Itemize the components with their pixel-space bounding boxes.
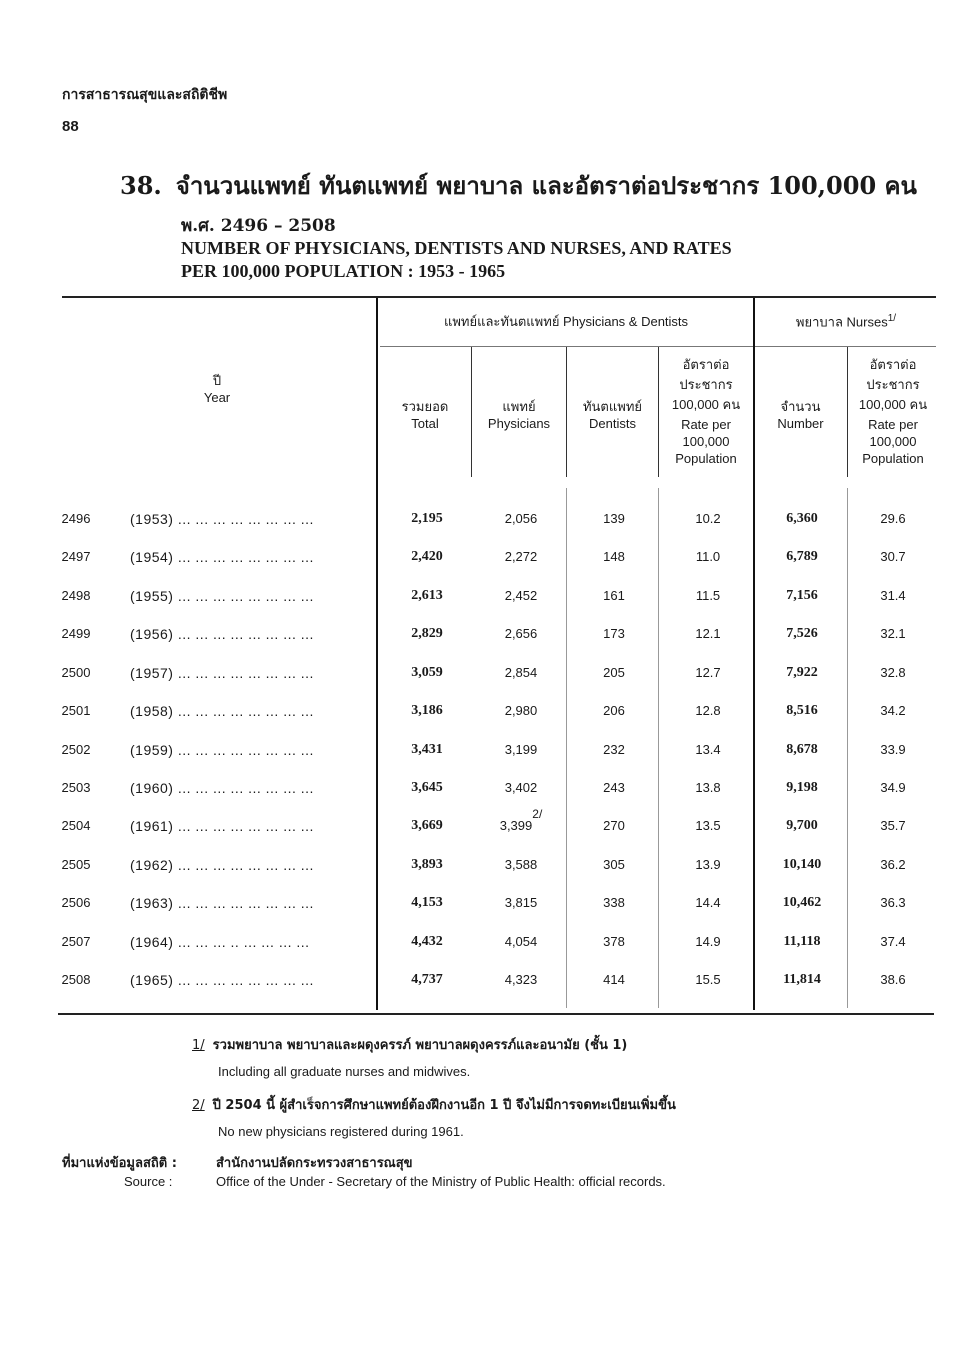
- cell-physicians-value: 3,402: [504, 780, 538, 795]
- page-number: 88: [62, 118, 79, 135]
- cell-rate: 10.2: [695, 511, 721, 526]
- source-label-english: Source :: [124, 1174, 173, 1189]
- title-thai-years: พ.ศ. 2496 – 2508: [181, 216, 336, 236]
- cell-nurses: 8,516: [786, 703, 818, 718]
- cell-physicians-value: 2,452: [504, 588, 538, 603]
- header-nrate-en3: Population: [862, 451, 924, 466]
- cell-physicians-value: 3,199: [504, 742, 538, 757]
- footnote-2-thai: [192, 1094, 676, 1115]
- header-dent-thai: ทันตแพทย์: [582, 399, 643, 414]
- table-row: [0, 857, 966, 877]
- cell-nurses: 8,678: [786, 742, 818, 757]
- cell-nurse-rate: 36.2: [880, 857, 906, 872]
- cell-year-ad: (1956) ... ... ... ... ... ... ... ...: [130, 626, 314, 642]
- footnote-2-english: No new physicians registered during 1961.: [218, 1124, 464, 1139]
- cell-rate: 15.5: [695, 972, 721, 987]
- cell-nurses: 10,462: [782, 895, 822, 910]
- table-row: [0, 972, 966, 992]
- cell-total: 4,737: [411, 972, 443, 987]
- cell-rate: 14.4: [695, 895, 721, 910]
- header-nurses-label: พยาบาล Nurses: [795, 314, 888, 330]
- cell-dentists: 232: [603, 742, 625, 757]
- cell-year-be: 2506: [61, 895, 91, 910]
- table-row: [0, 588, 966, 608]
- header-rate-en3: Population: [675, 451, 737, 466]
- cell-nurse-rate: 35.7: [880, 818, 906, 833]
- table-row: [0, 665, 966, 685]
- cell-nurses: 6,360: [786, 511, 818, 526]
- cell-year-be: 2505: [61, 857, 91, 872]
- cell-nurses: 9,700: [786, 818, 818, 833]
- cell-year-ad: (1965) ... ... ... ... ... ... ... ...: [130, 972, 314, 988]
- source-label-thai: ที่มาแห่งข้อมูลสถิติ :: [62, 1156, 177, 1171]
- cell-nurses: 7,922: [786, 665, 818, 680]
- table-bottom-rule: [58, 1013, 934, 1015]
- cell-year-be: 2500: [61, 665, 91, 680]
- table-number: 38.: [120, 171, 162, 200]
- header-rate-en2: 100,000: [682, 434, 730, 449]
- cell-physicians-value: 3,399: [499, 818, 533, 833]
- cell-total: 3,893: [411, 857, 443, 872]
- cell-year-ad: (1953) ... ... ... ... ... ... ... ...: [130, 511, 314, 527]
- header-total-en: Total: [411, 416, 439, 431]
- cell-total: 3,669: [411, 818, 443, 833]
- header-dentists: [567, 398, 658, 432]
- cell-nurses: 7,156: [786, 588, 818, 603]
- cell-nurse-rate: 30.7: [880, 549, 906, 564]
- cell-nurses: 11,814: [783, 972, 821, 987]
- cell-dentists: 148: [603, 549, 625, 564]
- cell-rate: 11.0: [695, 549, 721, 564]
- header-nurses-mark: 1/: [887, 313, 897, 324]
- cell-physicians: [474, 665, 568, 680]
- footnote-1-thai: [192, 1034, 627, 1055]
- cell-year-ad: (1960) ... ... ... ... ... ... ... ...: [130, 780, 314, 796]
- cell-year-ad: (1964) ... ... ... .. ... ... ... ...: [130, 934, 310, 950]
- header-nurse-number: [754, 398, 847, 432]
- cell-physicians-value: 2,854: [504, 665, 538, 680]
- footnote-1-mark: 1/: [192, 1038, 205, 1053]
- header-nrate-thai2: ประชากร: [866, 377, 920, 392]
- cell-physicians-value: 2,656: [504, 626, 538, 641]
- table-title-thai: [120, 166, 917, 205]
- table-row: [0, 549, 966, 569]
- cell-total: 4,153: [411, 895, 443, 910]
- header-nrate-en2: 100,000: [869, 434, 917, 449]
- table-row: [0, 511, 966, 531]
- header-rate-thai2: ประชากร: [679, 377, 733, 392]
- cell-year-ad: (1955) ... ... ... ... ... ... ... ...: [130, 588, 314, 604]
- cell-nurse-rate: 29.6: [880, 511, 906, 526]
- cell-physicians-mark: 2/: [532, 807, 543, 821]
- header-nurse-rate: [848, 356, 938, 467]
- header-year-thai: ปี: [212, 373, 222, 388]
- header-year-en: Year: [203, 390, 231, 405]
- cell-year-be: 2502: [61, 742, 91, 757]
- cell-physicians: [474, 972, 568, 987]
- cell-physicians-value: 4,323: [504, 972, 538, 987]
- cell-year-be: 2507: [61, 934, 91, 949]
- cell-year-ad: (1961) ... ... ... ... ... ... ... ...: [130, 818, 314, 834]
- cell-rate: 12.8: [695, 703, 721, 718]
- cell-year-be: 2497: [61, 549, 91, 564]
- cell-year-be: 2503: [61, 780, 91, 795]
- cell-dentists: 243: [603, 780, 625, 795]
- cell-total: 3,059: [411, 665, 443, 680]
- cell-total: 3,645: [411, 780, 443, 795]
- cell-year-be: 2496: [61, 511, 91, 526]
- cell-dentists: 305: [603, 857, 625, 872]
- running-head: การสาธารณสุขและสถิติชีพ: [62, 87, 228, 103]
- cell-physicians: [474, 934, 568, 949]
- cell-nurses: 10,140: [782, 857, 822, 872]
- source-value-thai: สำนักงานปลัดกระทรวงสาธารณสุข: [216, 1156, 413, 1171]
- footnote-2-mark: 2/: [192, 1098, 205, 1113]
- cell-physicians-value: 3,815: [504, 895, 538, 910]
- footnote-1-english: Including all graduate nurses and midwives.: [218, 1064, 471, 1079]
- cell-total: 3,186: [411, 703, 443, 718]
- cell-total: 4,432: [411, 934, 443, 949]
- cell-dentists: 414: [603, 972, 625, 987]
- header-year: [62, 372, 372, 406]
- cell-total: 3,431: [411, 742, 443, 757]
- header-nrate-thai1: อัตราต่อ: [869, 357, 917, 372]
- cell-rate: 12.7: [695, 665, 721, 680]
- table-row: [0, 703, 966, 723]
- table-row: [0, 807, 966, 838]
- cell-nurse-rate: 36.3: [880, 895, 906, 910]
- cell-nurse-rate: 34.2: [880, 703, 906, 718]
- cell-nurses: 11,118: [783, 934, 821, 949]
- cell-rate: 13.9: [695, 857, 721, 872]
- cell-nurses: 7,526: [786, 626, 818, 641]
- table-row: [0, 742, 966, 762]
- cell-dentists: 378: [603, 934, 625, 949]
- cell-total: 2,613: [411, 588, 443, 603]
- cell-year-be: 2499: [61, 626, 91, 641]
- header-nurses: [756, 310, 936, 330]
- cell-dentists: 139: [603, 511, 625, 526]
- cell-physicians: [474, 857, 568, 872]
- cell-year-ad: (1957) ... ... ... ... ... ... ... ...: [130, 665, 314, 681]
- table-row: [0, 895, 966, 915]
- cell-dentists: 270: [603, 818, 625, 833]
- header-rate-en1: Rate per: [681, 417, 731, 432]
- cell-physicians: [474, 626, 568, 641]
- table-row: [0, 780, 966, 800]
- header-rate-thai1: อัตราต่อ: [682, 357, 730, 372]
- title-english-line1: NUMBER OF PHYSICIANS, DENTISTS AND NURSES, AND RATES: [181, 238, 732, 258]
- cell-rate: 13.8: [695, 780, 721, 795]
- title-thai-text: จำนวนแพทย์ ทันตแพทย์ พยาบาล และอัตราต่อประชากร 100,000 คน: [175, 171, 917, 200]
- cell-total: 2,195: [411, 511, 443, 526]
- cell-physicians-value: 4,054: [504, 934, 538, 949]
- cell-year-ad: (1963) ... ... ... ... ... ... ... ...: [130, 895, 314, 911]
- cell-rate: 13.4: [695, 742, 721, 757]
- cell-dentists: 206: [603, 703, 625, 718]
- cell-physicians: [474, 703, 568, 718]
- cell-physicians-value: 2,056: [504, 511, 538, 526]
- cell-physicians: [474, 511, 568, 526]
- header-physicians: [472, 398, 566, 432]
- cell-rate: 11.5: [695, 588, 721, 603]
- cell-year-ad: (1958) ... ... ... ... ... ... ... ...: [130, 703, 314, 719]
- cell-nurse-rate: 31.4: [880, 588, 906, 603]
- cell-year-ad: (1959) ... ... ... ... ... ... ... ...: [130, 742, 314, 758]
- cell-year-ad: (1954) ... ... ... ... ... ... ... ...: [130, 549, 314, 565]
- cell-physicians: [474, 549, 568, 564]
- header-phys-en: Physicians: [487, 416, 551, 431]
- cell-physicians: [474, 588, 568, 603]
- cell-year-be: 2508: [61, 972, 91, 987]
- footnote-2-thai-text: ปี 2504 นี้ ผู้สำเร็จการศึกษาแพทย์ต้องฝึกงานอีก 1 ปี จึงไม่มีการจดทะเบียนเพิ่มขึ้น: [212, 1098, 676, 1113]
- cell-nurses: 9,198: [786, 780, 818, 795]
- cell-year-ad: (1962) ... ... ... ... ... ... ... ...: [130, 857, 314, 873]
- cell-physicians: [474, 742, 568, 757]
- cell-dentists: 338: [603, 895, 625, 910]
- header-total-thai: รวมยอด: [401, 399, 449, 414]
- cell-physicians-value: 2,272: [504, 549, 538, 564]
- header-rate-thai3: 100,000 คน: [671, 397, 741, 412]
- cell-nurse-rate: 38.6: [880, 972, 906, 987]
- table-row: [0, 626, 966, 646]
- table-top-rule: [62, 296, 936, 298]
- header-total: [380, 398, 470, 432]
- cell-nurse-rate: 37.4: [880, 934, 906, 949]
- cell-year-be: 2504: [61, 818, 91, 833]
- header-rate: [659, 356, 753, 467]
- cell-nurse-rate: 32.1: [880, 626, 906, 641]
- cell-nurse-rate: 34.9: [880, 780, 906, 795]
- header-nrate-en1: Rate per: [868, 417, 918, 432]
- cell-rate: 13.5: [695, 818, 721, 833]
- cell-physicians: [474, 780, 568, 795]
- header-nnum-en: Number: [777, 416, 824, 431]
- cell-physicians: [474, 807, 568, 833]
- cell-physicians: [474, 895, 568, 910]
- cell-nurse-rate: 32.8: [880, 665, 906, 680]
- cell-year-be: 2498: [61, 588, 91, 603]
- cell-nurses: 6,789: [786, 549, 818, 564]
- header-nnum-thai: จำนวน: [780, 399, 821, 414]
- cell-dentists: 161: [603, 588, 625, 603]
- cell-year-be: 2501: [61, 703, 91, 718]
- header-dent-en: Dentists: [589, 416, 636, 431]
- title-english-line2: PER 100,000 POPULATION : 1953 - 1965: [181, 261, 506, 281]
- cell-physicians-value: 2,980: [504, 703, 538, 718]
- cell-physicians-value: 3,588: [504, 857, 538, 872]
- header-physicians-dentists: แพทย์และทันตแพทย์ Physicians & Dentists: [443, 314, 689, 329]
- header-phys-thai: แพทย์: [502, 399, 536, 414]
- cell-total: 2,829: [411, 626, 443, 641]
- cell-nurse-rate: 33.9: [880, 742, 906, 757]
- header-nrate-thai3: 100,000 คน: [858, 397, 928, 412]
- footnote-1-thai-text: รวมพยาบาล พยาบาลและผดุงครรภ์ พยาบาลผดุงครรภ์และอนามัย (ชั้น 1): [212, 1038, 628, 1053]
- cell-total: 2,420: [411, 549, 443, 564]
- cell-dentists: 205: [603, 665, 625, 680]
- cell-dentists: 173: [603, 626, 625, 641]
- cell-rate: 14.9: [695, 934, 721, 949]
- table-row: [0, 934, 966, 954]
- cell-rate: 12.1: [695, 626, 721, 641]
- source-value-english: Office of the Under - Secretary of the Ministry of Public Health: official records.: [216, 1174, 666, 1189]
